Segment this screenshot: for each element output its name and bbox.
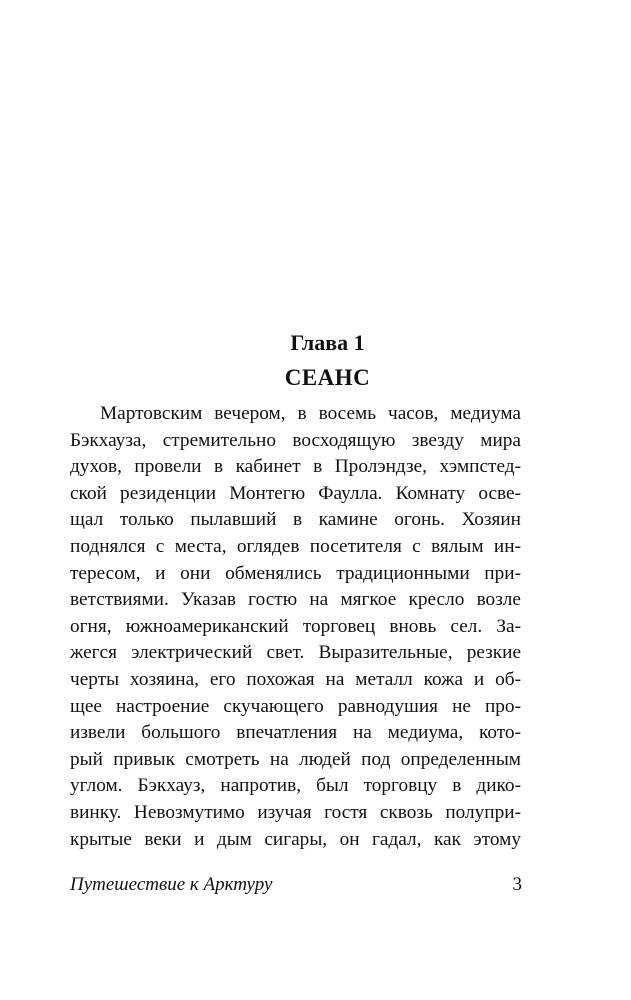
text-line: ской резиденции Монтегю Фаулла. Комнату осве- bbox=[70, 482, 521, 504]
page-number: 3 bbox=[512, 874, 522, 895]
text-line: черты хозяина, его похожая на металл кожа и об- bbox=[70, 668, 521, 690]
text-line: извели большого впечатления на медиума, кото- bbox=[70, 722, 521, 744]
text-line: ветствиями. Указав гостю на мягкое кресло возле bbox=[70, 589, 521, 611]
text-line: Бэкхауза, стремительно восходящую звезду мира bbox=[70, 429, 521, 451]
chapter-number: Глава 1 bbox=[290, 330, 365, 355]
text-line: углом. Бэкхауз, напротив, был торговцу в дико- bbox=[70, 775, 521, 797]
text-line: винку. Невозмутимо изучая гостя сквозь полупри- bbox=[70, 801, 521, 823]
text-line: крытые веки и дым сигары, он гадал, как этому bbox=[70, 828, 521, 850]
text-line: рый привык смотреть на людей под определенным bbox=[70, 748, 521, 770]
chapter-title: СЕАНС bbox=[284, 365, 371, 390]
body-paragraph bbox=[70, 401, 521, 853]
text-line: огня, южноамериканский торговец вновь сел. За- bbox=[70, 615, 521, 637]
text-line: поднялся с места, оглядев посетителя с вялым ин- bbox=[70, 535, 521, 557]
text-line: щее настроение скучающего равнодушия не про- bbox=[70, 695, 521, 717]
running-footer-title: Путешествие к Арктуру bbox=[70, 874, 273, 895]
text-line: жегся электрический свет. Выразительные, резкие bbox=[70, 642, 521, 664]
text-line: тересом, и они обменялись традиционными при- bbox=[70, 562, 521, 584]
text-line: духов, провели в кабинет в Пролэндзе, хэмпстед- bbox=[70, 456, 521, 478]
text-line: Мартовским вечером, в восемь часов, медиума bbox=[100, 403, 521, 424]
text-line: щал только пылавший в камине огонь. Хозяин bbox=[70, 509, 521, 531]
